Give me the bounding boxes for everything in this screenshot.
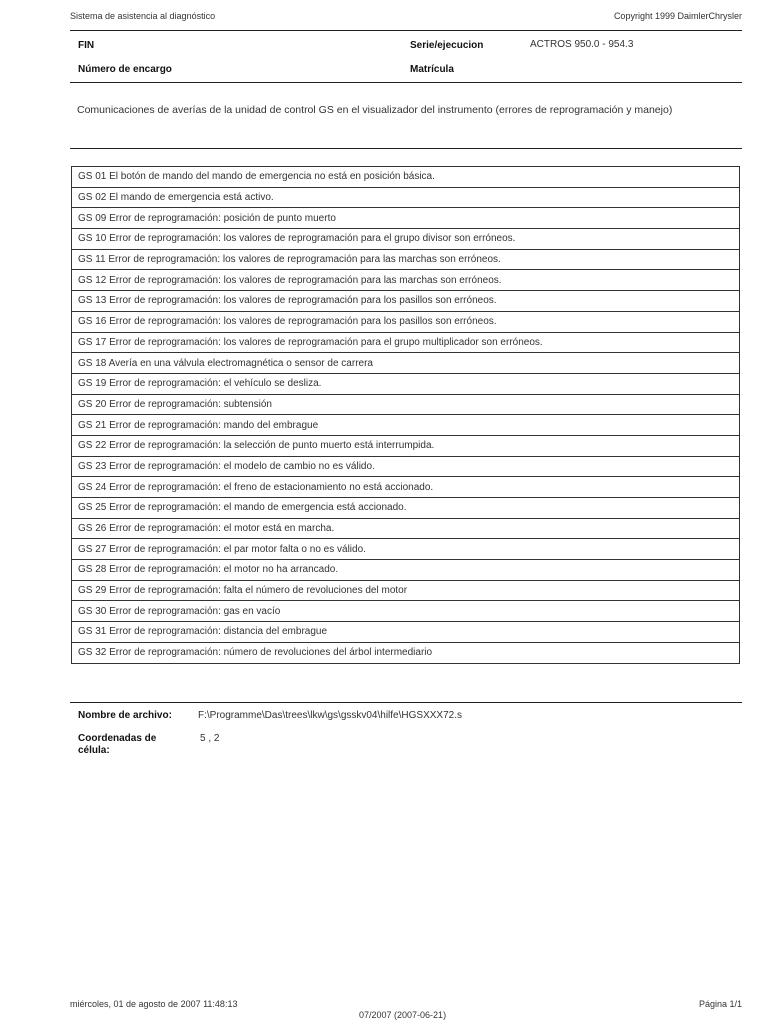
fault-code-table [71, 166, 740, 664]
table-divider [70, 702, 742, 703]
fault-row [72, 208, 740, 229]
description-divider [70, 148, 742, 149]
fault-row [72, 394, 740, 415]
fault-row [72, 291, 740, 312]
fault-row [72, 435, 740, 456]
fault-row [72, 642, 740, 663]
fault-row [72, 477, 740, 498]
fault-cell: GS 20 Error de reprogramación: subtensión [72, 394, 740, 415]
fault-cell: GS 02 El mando de emergencia está activo. [72, 187, 740, 208]
fault-row [72, 415, 740, 436]
fault-cell: GS 27 Error de reprogramación: el par motor falta o no es válido. [72, 539, 740, 560]
fault-row [72, 167, 740, 188]
fault-row [72, 187, 740, 208]
fault-cell: GS 23 Error de reprogramación: el modelo de cambio no es válido. [72, 456, 740, 477]
fault-row [72, 249, 740, 270]
fault-cell: GS 26 Error de reprogramación: el motor está en marcha. [72, 518, 740, 539]
cell-coordinates-label: Coordenadas de célula: [78, 733, 157, 756]
file-name-label: Nombre de archivo: [78, 710, 172, 721]
fault-row [72, 311, 740, 332]
fault-row [72, 270, 740, 291]
fault-cell: GS 25 Error de reprogramación: el mando de emergencia está accionado. [72, 498, 740, 519]
fin-label: FIN [78, 40, 95, 51]
fault-row [72, 601, 740, 622]
fault-cell: GS 01 El botón de mando del mando de emergencia no está en posición básica. [72, 167, 740, 188]
fault-cell: GS 16 Error de reprogramación: los valores de reprogramación para los pasillos son erróneos. [72, 311, 740, 332]
fault-row [72, 456, 740, 477]
fault-row [72, 580, 740, 601]
fault-cell: GS 21 Error de reprogramación: mando del embrague [72, 415, 740, 436]
fault-row [72, 518, 740, 539]
fault-cell: GS 24 Error de reprogramación: el freno de estacionamiento no está accionado. [72, 477, 740, 498]
fault-cell: GS 12 Error de reprogramación: los valores de reprogramación para las marchas son erróneos. [72, 270, 740, 291]
cell-coordinates-value: 5 , 2 [200, 733, 220, 744]
header-divider [70, 30, 742, 31]
document-header [70, 9, 742, 25]
copyright-notice: Copyright 1999 DaimlerChrysler [613, 11, 742, 21]
fault-row [72, 498, 740, 519]
fault-row [72, 539, 740, 560]
print-datetime: miércoles, 01 de agosto de 2007 11:48:13 [70, 999, 238, 1009]
fault-cell: GS 32 Error de reprogramación: número de revoluciones del árbol intermediario [72, 642, 740, 663]
serie-label: Serie/ejecucion [410, 40, 484, 51]
fault-row [72, 560, 740, 581]
fault-cell: GS 19 Error de reprogramación: el vehículo se desliza. [72, 373, 740, 394]
document-version: 07/2007 (2007-06-21) [359, 1010, 447, 1020]
serie-value: ACTROS 950.0 - 954.3 [530, 39, 634, 50]
document-description: Comunicaciones de averías de la unidad de control GS en el visualizador del instrumento (errores de reprogramación y manejo) [77, 104, 673, 116]
vehicle-info [78, 40, 738, 80]
fault-cell: GS 31 Error de reprogramación: distancia del embrague [72, 622, 740, 643]
fault-cell: GS 22 Error de reprogramación: la selección de punto muerto está interrumpida. [72, 435, 740, 456]
fault-row [72, 332, 740, 353]
fault-cell: GS 11 Error de reprogramación: los valores de reprogramación para las marchas son erróneos. [72, 249, 740, 270]
fault-cell: GS 30 Error de reprogramación: gas en vacío [72, 601, 740, 622]
encargo-label: Número de encargo [78, 64, 172, 75]
fault-cell: GS 18 Avería en una válvula electromagnética o sensor de carrera [72, 353, 740, 374]
info-divider [70, 82, 742, 83]
fault-row [72, 373, 740, 394]
fault-cell: GS 28 Error de reprogramación: el motor no ha arrancado. [72, 560, 740, 581]
fault-row [72, 353, 740, 374]
fault-cell: GS 13 Error de reprogramación: los valores de reprogramación para los pasillos son erróneos. [72, 291, 740, 312]
fault-row [72, 622, 740, 643]
fault-cell: GS 09 Error de reprogramación: posición de punto muerto [72, 208, 740, 229]
matricula-label: Matrícula [410, 64, 454, 75]
fault-row [72, 229, 740, 250]
file-name-value: F:\Programme\Das\trees\lkw\gs\gsskv04\hilfe\HGSXXX72.s [198, 710, 462, 721]
document-footer [70, 998, 742, 1024]
page-number: Página 1/1 [698, 999, 742, 1009]
fault-cell: GS 17 Error de reprogramación: los valores de reprogramación para el grupo multiplicador son erróneos. [72, 332, 740, 353]
system-title: Sistema de asistencia al diagnóstico [70, 11, 216, 21]
fault-cell: GS 29 Error de reprogramación: falta el número de revoluciones del motor [72, 580, 740, 601]
fault-cell: GS 10 Error de reprogramación: los valores de reprogramación para el grupo divisor son erróneos. [72, 229, 740, 250]
